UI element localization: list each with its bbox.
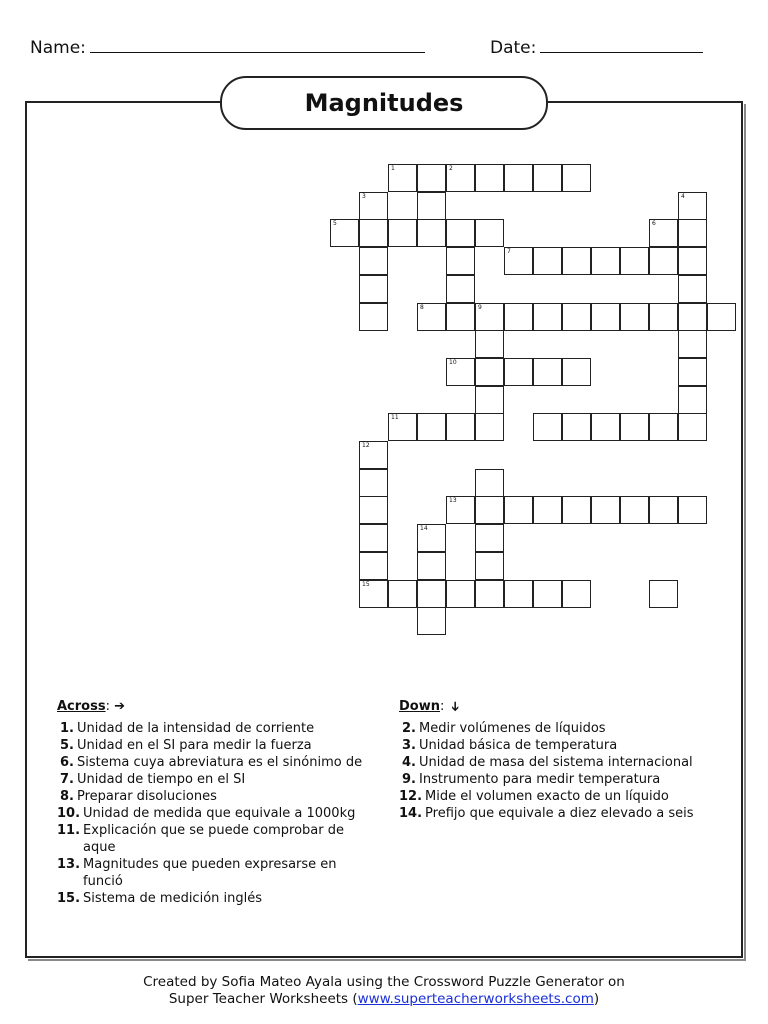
grid-cell[interactable] [359,275,388,303]
grid-cell[interactable] [562,496,591,524]
grid-cell[interactable] [562,303,591,331]
grid-cell[interactable] [388,413,417,441]
down-clues [399,699,729,822]
grid-cell[interactable] [562,358,591,386]
grid-cell[interactable] [591,247,620,275]
name-field[interactable] [30,38,425,58]
name-label: Name: [30,38,86,58]
clue-number: 5 [333,220,337,227]
grid-cell[interactable] [359,192,388,220]
clue-item: 15. Sistema de medición inglés [57,891,263,906]
grid-cell[interactable] [678,386,707,414]
grid-cell[interactable] [678,358,707,386]
grid-cell[interactable] [649,413,678,441]
grid-cell[interactable] [417,303,446,331]
grid-cell[interactable] [388,164,417,192]
down-arrow-glyph-icon: ➔ [446,701,462,712]
grid-cell[interactable] [475,413,504,441]
grid-cell[interactable] [533,496,562,524]
grid-cell[interactable] [475,524,504,552]
clue-item: 11. Explicación que se puede comprobar de aque [57,823,344,855]
grid-cell[interactable] [446,275,475,303]
clue-item: 2. Medir volúmenes de líquidos [402,721,606,736]
grid-cell[interactable] [475,164,504,192]
grid-cell[interactable] [359,552,388,580]
down-arrow-icon: : ➔ [440,699,462,714]
grid-cell[interactable] [417,524,446,552]
grid-cell[interactable] [446,358,475,386]
clue-item: 12. Mide el volumen exacto de un líquido [399,789,669,804]
grid-cell[interactable] [504,496,533,524]
grid-cell[interactable] [446,164,475,192]
grid-cell[interactable] [359,219,388,247]
grid-cell[interactable] [678,303,707,331]
grid-cell[interactable] [475,552,504,580]
grid-cell[interactable] [475,386,504,414]
grid-cell[interactable] [562,164,591,192]
grid-cell[interactable] [620,303,649,331]
footer-line-2: Super Teacher Worksheets (www.superteacherworksheets.com) [168,991,600,1007]
grid-cell[interactable] [330,219,359,247]
grid-cell[interactable] [504,358,533,386]
grid-cell[interactable] [649,219,678,247]
grid-cell[interactable] [417,552,446,580]
footer-line-1: Created by Sofia Mateo Ayala using the Crossword Puzzle Generator on [143,974,625,990]
grid-cell[interactable] [359,524,388,552]
grid-cell[interactable] [649,303,678,331]
clue-number: 4 [681,193,685,200]
grid-cell[interactable] [417,164,446,192]
grid-cell[interactable] [707,303,736,331]
clue-number: 8 [420,304,424,311]
grid-cell[interactable] [504,247,533,275]
clue-number: 9 [478,304,482,311]
clue-item: 13. Magnitudes que pueden expresarse en funció [57,857,337,889]
grid-cell[interactable] [359,496,388,524]
grid-cell[interactable] [417,580,446,608]
clue-number: 15 [362,581,370,588]
grid-cell[interactable] [359,580,388,608]
grid-cell[interactable] [504,164,533,192]
grid-cell[interactable] [475,496,504,524]
clue-item: 3. Unidad básica de temperatura [402,738,618,753]
grid-cell[interactable] [533,580,562,608]
across-title: Across [57,699,106,714]
clue-item: 9. Instrumento para medir temperatura [402,772,661,787]
clue-number: 3 [362,193,366,200]
date-label: Date: [490,38,537,58]
date-line[interactable] [540,38,703,53]
grid-cell[interactable] [533,247,562,275]
clue-number: 10 [449,359,457,366]
clue-number: 11 [391,414,399,421]
name-line[interactable] [90,38,425,53]
grid-cell[interactable] [678,413,707,441]
clue-item: 10. Unidad de medida que equivale a 1000kg [57,806,356,821]
grid-cell[interactable] [359,303,388,331]
grid-cell[interactable] [475,358,504,386]
grid-cell[interactable] [620,496,649,524]
grid-cell[interactable] [446,496,475,524]
grid-cell[interactable] [562,413,591,441]
clue-item: 7. Unidad de tiempo en el SI [60,772,246,787]
clue-number: 12 [362,442,370,449]
grid-cell[interactable] [678,330,707,358]
grid-cell[interactable] [649,496,678,524]
grid-cell[interactable] [678,247,707,275]
clue-number: 13 [449,497,457,504]
grid-cell[interactable] [533,358,562,386]
grid-cell[interactable] [359,247,388,275]
grid-cell[interactable] [620,413,649,441]
grid-cell[interactable] [562,580,591,608]
grid-cell[interactable] [678,275,707,303]
clue-item: 6. Sistema cuya abreviatura es el sinónimo de [60,755,363,770]
grid-cell[interactable] [562,247,591,275]
clue-number: 7 [507,248,511,255]
clue-item: 14. Prefijo que equivale a diez elevado a seis [399,806,694,821]
grid-cell[interactable] [388,580,417,608]
grid-cell[interactable] [475,219,504,247]
grid-cell[interactable] [591,496,620,524]
clue-item: 4. Unidad de masa del sistema internacional [402,755,693,770]
date-field[interactable] [490,38,703,58]
grid-cell[interactable] [678,496,707,524]
grid-cell[interactable] [533,303,562,331]
grid-cell[interactable] [417,607,446,635]
clue-number: 2 [449,165,453,172]
clue-number: 14 [420,525,428,532]
clue-item: 5. Unidad en el SI para medir la fuerza [60,738,312,753]
footer-link[interactable]: www.superteacherworksheets.com [357,991,594,1007]
grid-cell[interactable] [446,303,475,331]
grid-cell[interactable] [475,580,504,608]
grid-cell[interactable] [417,219,446,247]
grid-cell[interactable] [591,303,620,331]
grid-cell[interactable] [417,192,446,220]
clue-item: 8. Preparar disoluciones [60,789,217,804]
grid-cell[interactable] [359,441,388,469]
grid-cell[interactable] [359,469,388,497]
down-title: Down [399,699,440,714]
across-arrow-icon: : ➔ [105,699,125,714]
grid-cell[interactable] [504,580,533,608]
grid-cell[interactable] [475,303,504,331]
clue-number: 6 [652,220,656,227]
grid-cell[interactable] [649,580,678,608]
clue-item: 1. Unidad de la intensidad de corriente [60,721,315,736]
grid-cell[interactable] [417,413,446,441]
grid-cell[interactable] [504,303,533,331]
page-title: Magnitudes [220,76,548,130]
grid-cell[interactable] [533,413,562,441]
grid-cell[interactable] [620,247,649,275]
grid-cell[interactable] [388,219,417,247]
grid-cell[interactable] [649,247,678,275]
grid-cell[interactable] [446,580,475,608]
across-heading [57,699,377,714]
grid-cell[interactable] [591,413,620,441]
across-clues [57,699,377,907]
down-heading [399,699,729,714]
clue-number: 1 [391,165,395,172]
grid-cell[interactable] [533,164,562,192]
grid-cell[interactable] [446,413,475,441]
grid-cell[interactable] [475,469,504,497]
across-list [57,720,377,907]
grid-cell[interactable] [446,219,475,247]
down-list [399,720,729,822]
footer-credit [0,974,768,1008]
grid-cell[interactable] [475,330,504,358]
grid-cell[interactable] [678,219,707,247]
grid-cell[interactable] [446,247,475,275]
grid-cell[interactable] [678,192,707,220]
